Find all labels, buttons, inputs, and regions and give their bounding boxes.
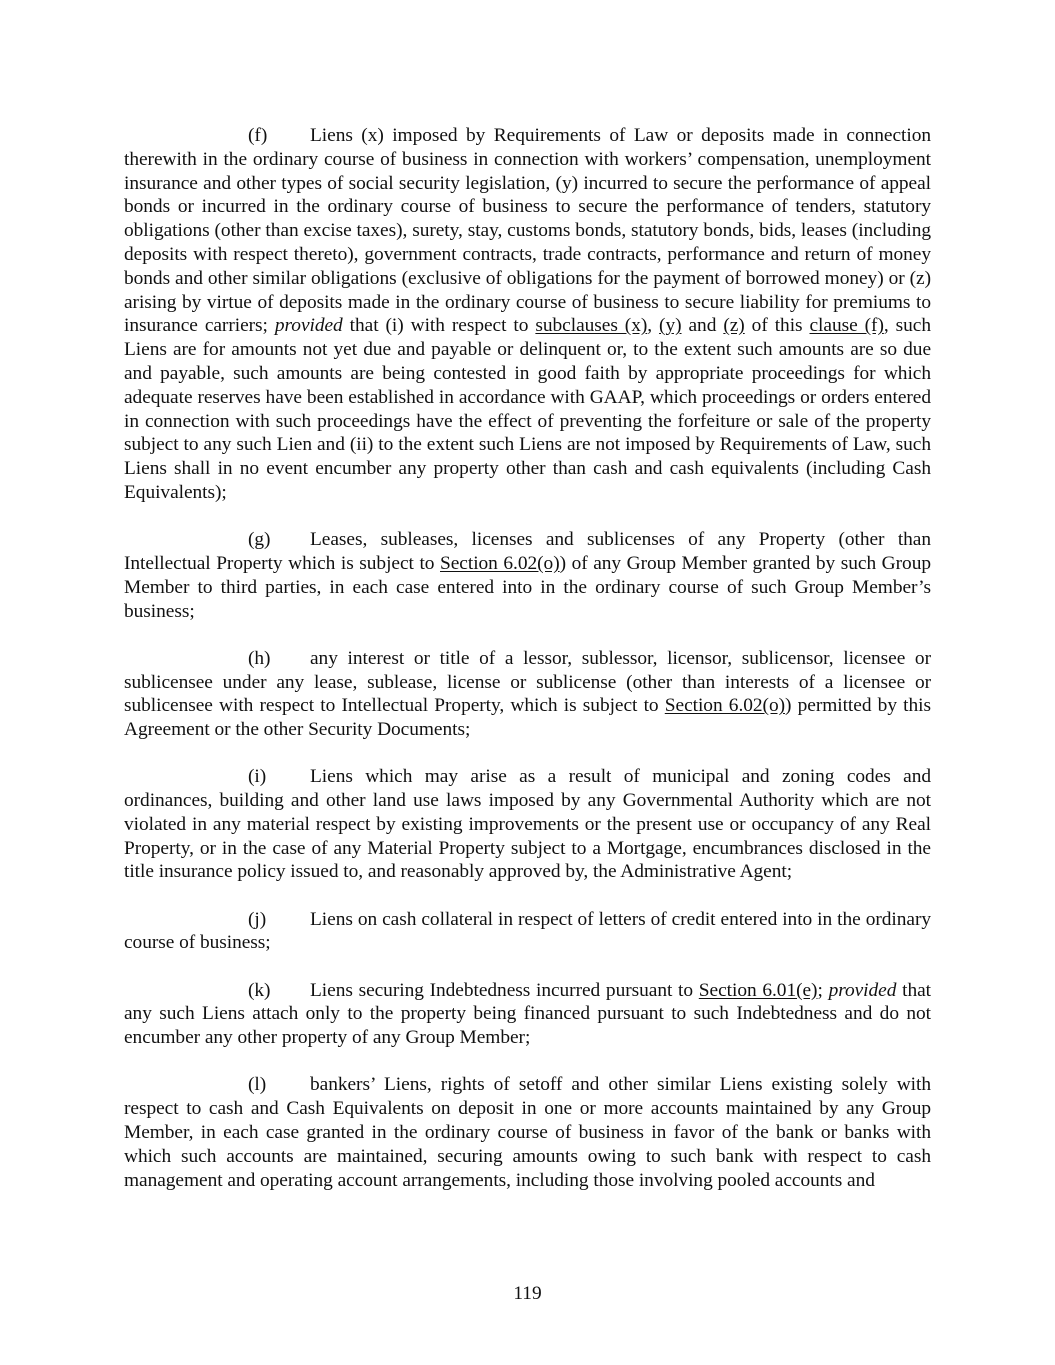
clause-text: of this (744, 315, 810, 337)
clause-g (124, 528, 931, 623)
clause-text: bankers’ Liens, rights of setoff and other similar Liens existing solely with respect to cash and Cash Equivalents on deposit in one or more accounts maintained by any Group Member, in each case granted in the ordinary course of business in favor of the bank or banks with which such accounts are maintained, securing amounts owing to such bank with respect to cash management and operating account arrangements, including those involving pooled accounts and (124, 1074, 931, 1191)
cross-reference: (z) (723, 315, 745, 337)
cross-reference: Section 6.01(e) (698, 979, 818, 1001)
italic-term: provided (274, 315, 343, 337)
clause-text: , such Liens are for amounts not yet due and payable or delinquent or, to the extent such amounts are so due and payable, such amounts are being contested in good faith by appropriate proceedings for which adequate reserves have been established in accordance with GAAP, which proceedings or orders entered in connection with such proceedings have the effect of preventing the forfeiture or sale of the property subject to any such Lien and (ii) to the extent such Liens are not imposed by Requirements of Law, such Liens shall in no event encumber any property other than cash and cash equivalents (including Cash Equivalents); (124, 315, 931, 503)
clause-label: (j) (248, 908, 267, 930)
cross-reference: Section 6.02(o) (440, 552, 560, 574)
clause-text: ) of any Group Member granted by such Group Member to third parties, in each case entered into in the ordinary course of such Group Member’s business; (124, 552, 931, 622)
clause-text: Liens which may arise as a result of municipal and zoning codes and ordinances, building and other land use laws imposed by any Governmental Authority which are not violated in any material respect by existing improvements or the present use or occupancy of any Real Property, or in the case of any Material Property subject to a Mortgage, encumbrances disclosed in the title insurance policy issued to, and reasonably approved by, the Administrative Agent; (124, 766, 931, 883)
clause-i (124, 765, 931, 884)
document-body (124, 124, 931, 1216)
clause-text: ; (817, 979, 829, 1001)
clause-label: (f) (248, 125, 268, 146)
clause-text: Liens securing Indebtedness incurred pursuant to (310, 979, 699, 1001)
clause-text: ) permitted by this Agreement or the other Security Documents; (124, 695, 931, 741)
cross-reference: Section 6.02(o) (664, 695, 785, 717)
clause-label: (g) (248, 529, 271, 551)
clause-k (124, 979, 931, 1050)
clause-j (124, 908, 931, 956)
clause-label: (k) (248, 979, 271, 1001)
clause-text: Liens (x) imposed by Requirements of Law or deposits made in connection therewith in the ordinary course of business in connection with workers’ compensation, unemployment insurance and other types of social security legislation, (y) incurred to secure the performance of appeal bonds or incurred in the ordinary course of business to secure the performance of tenders, statutory obligations (other than excise taxes), surety, stay, customs bonds, statutory bonds, bids, leases (including deposits with respect thereto), government contracts, trade contracts, performance and return of money bonds and other similar obligations (exclusive of obligations for the payment of borrowed money) or (z) arising by virtue of deposits made in the ordinary course of business to secure liability for premiums to insurance carriers; (124, 125, 931, 337)
clause-text: and (681, 315, 724, 337)
clause-text: that (i) with respect to (342, 315, 536, 337)
clause-text: Liens on cash collateral in respect of letters of credit entered into in the ordinary course of business; (124, 908, 931, 954)
clause-text: any interest or title of a lessor, sublessor, licensor, sublicensor, licensee or sublicensee under any lease, sublease, license or sublicense (other than interests of a licensee or sublicensee with respect to Intellectual Property, which is subject to (124, 647, 931, 717)
clause-l (124, 1073, 931, 1192)
clause-label: (l) (248, 1074, 267, 1096)
clause-text: , (647, 315, 660, 337)
clause-h (124, 647, 931, 742)
clause-text: Leases, subleases, licenses and sublicenses of any Property (other than Intellectual Property which is subject to (124, 529, 931, 574)
cross-reference: clause (f) (809, 315, 884, 337)
clause-label: (i) (248, 766, 267, 788)
cross-reference: (y) (659, 315, 682, 337)
italic-term: provided (828, 979, 897, 1001)
clause-label: (h) (248, 647, 271, 669)
cross-reference: subclauses (x) (535, 315, 648, 337)
clause-f (124, 124, 931, 505)
page-number: 119 (513, 1283, 542, 1304)
clause-text: that any such Liens attach only to the property being financed pursuant to such Indebtedness and do not encumber any other property of any Group Member; (124, 979, 931, 1049)
